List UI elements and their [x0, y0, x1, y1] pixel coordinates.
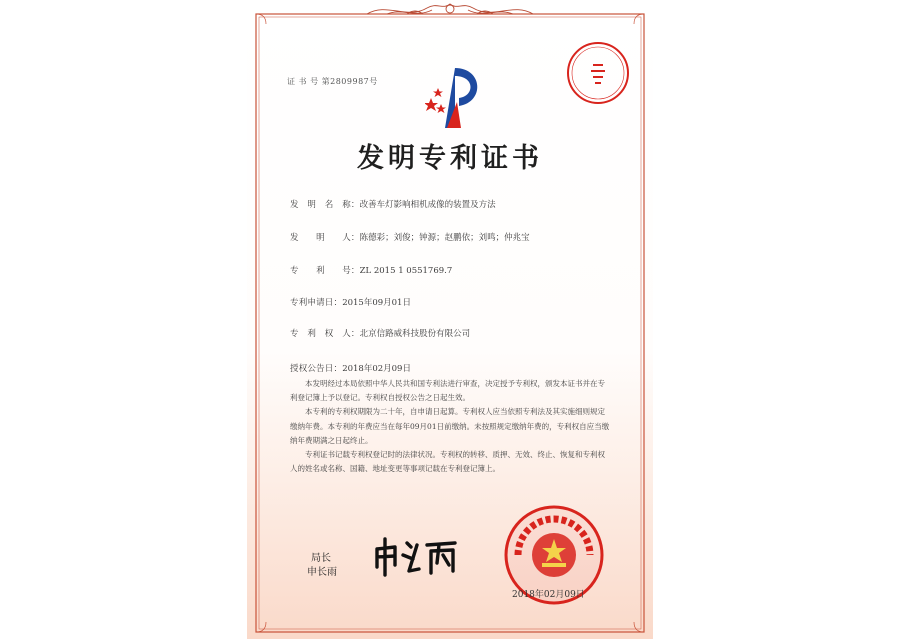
director-title: 局长	[311, 553, 331, 564]
director-name: 申长雨	[307, 567, 337, 578]
issue-date: 2018年02月09日	[512, 590, 585, 600]
certificate-body	[290, 377, 610, 476]
field-value: 北京信路威科技股份有限公司	[359, 329, 471, 339]
field-patentee	[290, 327, 470, 339]
field-value: 改善车灯影响相机成像的装置及方法	[359, 200, 496, 210]
field-label: 发 明 人：	[290, 233, 360, 243]
field-value: 陈德彩；刘俊；钟源；赵鹏依；刘鸣；仲兆宝	[359, 233, 530, 243]
body-paragraph: 本专利的专利权期限为二十年，自申请日起算。专利权人应当依照专利法及其实施细则规定缴纳年费。本专利的年费应当在每年09月01日前缴纳。未按照规定缴纳年费的，专利权自应当缴纳年费期满之日起终止。	[290, 407, 610, 445]
field-value: ZL 2015 1 0551769.7	[359, 266, 453, 276]
certificate-number: 证 书 号 第2809987号	[287, 77, 378, 86]
field-label: 发 明 名 称：	[290, 200, 360, 210]
field-label: 专利申请日：	[290, 298, 343, 308]
body-paragraph: 专利证书记载专利权登记时的法律状况。专利权的转移、质押、无效、终止、恢复和专利权人的姓名或名称、国籍、地址变更等事项记载在专利登记簿上。	[290, 450, 605, 474]
field-label: 专 利 号：	[290, 266, 360, 276]
field-invention-name	[290, 198, 496, 210]
field-application-date	[290, 296, 411, 308]
director-signature	[373, 533, 459, 579]
field-value: 2018年02月09日	[342, 364, 411, 374]
field-grant-date	[290, 362, 411, 374]
field-label: 授权公告日：	[290, 364, 343, 374]
body-paragraph: 本发明经过本局依照中华人民共和国专利法进行审查，决定授予专利权，颁发本证书并在专利登记簿上予以登记。专利权自授权公告之日起生效。	[290, 379, 605, 403]
field-patent-number	[290, 264, 452, 276]
patent-certificate	[247, 0, 653, 639]
field-value: 2015年09月01日	[342, 298, 411, 308]
patent-office-logo	[425, 62, 485, 132]
pattern-seal	[565, 40, 631, 106]
field-inventors	[290, 231, 530, 243]
certificate-title: 发明专利证书	[357, 143, 543, 174]
field-label: 专 利 权 人：	[290, 329, 360, 339]
